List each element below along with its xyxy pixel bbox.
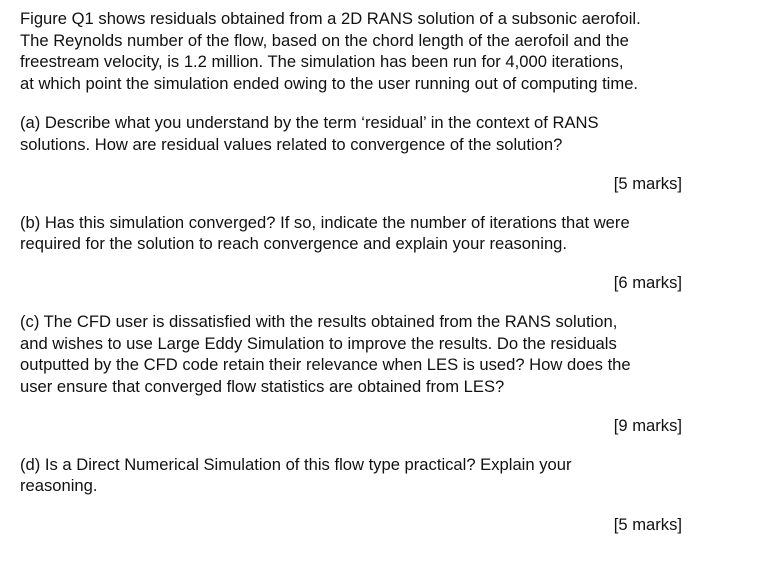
- question-b-text: (b) Has this simulation converged? If so, indicate the number of iterations that were required for the solution to reach convergence and explain your reasoning.: [20, 212, 630, 253]
- question-a-marks: [5 marks]: [613, 174, 682, 193]
- exam-question-page: [20, 8, 682, 535]
- question-a-text: (a) Describe what you understand by the term ‘residual’ in the context of RANS solutions. How are residual values related to convergence of the solution?: [20, 113, 599, 154]
- question-d-marks: [5 marks]: [613, 514, 682, 534]
- intro-paragraph: Figure Q1 shows residuals obtained from a 2D RANS solution of a subsonic aerofoil. The Reynolds number of the flow, based on the chord length of the aerofoil and the freestream velocity, is 1.2 million. The simulation has been run for 4,000 iterations, at which point the simulation ended owing to the user running out of computing time.: [20, 9, 641, 93]
- question-d-text: (d) Is a Direct Numerical Simulation of this flow type practical? Explain your reasoning.: [20, 454, 572, 495]
- question-b-marks: [6 marks]: [613, 272, 682, 292]
- question-c-text: (c) The CFD user is dissatisfied with the results obtained from the RANS solution, and wishes to use Large Eddy Simulation to improve the results. Do the residuals outputted by the CFD code retain their relevance when LES is used? How does the user ensure that converged flow statistics are obtained from LES?: [20, 312, 631, 396]
- question-c-marks: [9 marks]: [613, 416, 682, 435]
